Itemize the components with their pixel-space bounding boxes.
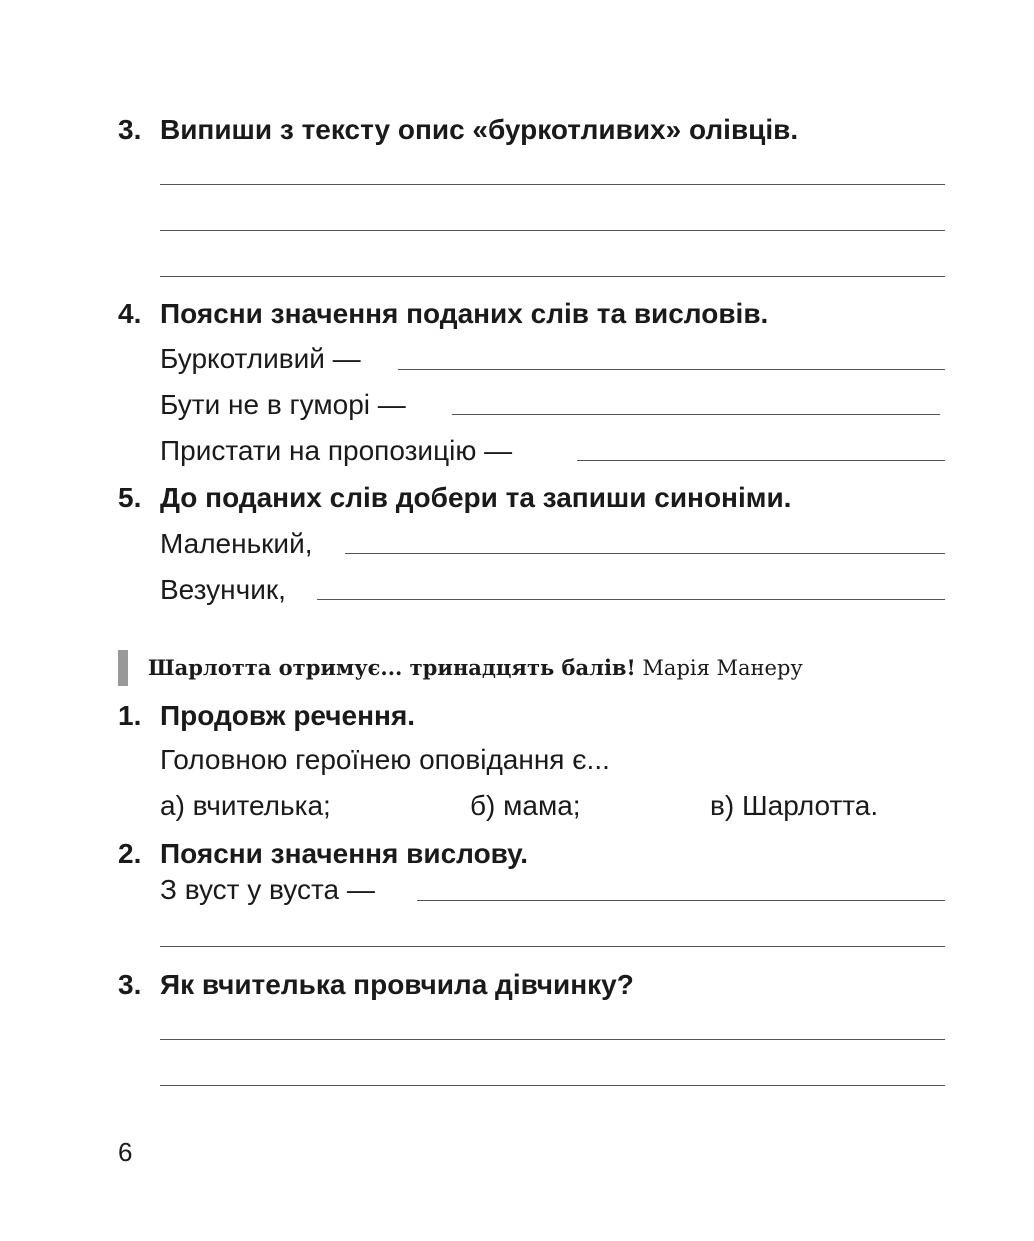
task-heading: Поясни значення вислову. [160,838,529,869]
task-number: 2. [118,838,142,869]
word-label: Бути не в гуморі — [160,389,406,420]
word-label: Буркотливий — [160,343,361,374]
section-marker [118,650,128,686]
answer-line[interactable] [317,599,945,600]
task-heading: Продовж речення. [160,700,416,731]
task-number: 5. [118,482,142,513]
story-header [148,654,803,682]
task-number: 3. [118,114,142,145]
page-number: 6 [118,1137,133,1167]
word-label: З вуст у вуста — [160,874,375,905]
answer-line[interactable] [452,414,940,415]
prompt-text: Головною героїнею оповідання є... [160,744,610,775]
task-heading: Як вчителька провчила дівчинку? [160,969,634,1000]
word-label: Везунчик, [160,574,286,605]
answer-line[interactable] [577,460,945,461]
task-heading: Випиши з тексту опис «буркотливих» олівців. [160,114,799,145]
answer-line[interactable] [345,553,945,554]
option-c[interactable]: в) Шарлотта. [710,790,879,821]
answer-line[interactable] [160,230,945,231]
answer-line[interactable] [160,1085,945,1086]
answer-line[interactable] [160,184,945,185]
word-label: Пристати на пропозицію — [160,435,513,466]
answer-line[interactable] [160,276,945,277]
task-number: 3. [118,969,142,1000]
task-number: 1. [118,700,142,731]
task-number: 4. [118,298,142,329]
word-label: Маленький, [160,528,313,559]
option-a[interactable]: а) вчителька; [160,790,331,821]
answer-line[interactable] [417,900,945,901]
task-heading: Поясни значення поданих слів та висловів. [160,298,769,329]
answer-line[interactable] [160,1039,945,1040]
option-b[interactable]: б) мама; [470,790,581,821]
task-heading: До поданих слів добери та запиши синоніми. [160,482,792,513]
answer-line[interactable] [398,369,945,370]
story-author: Марія Манеру [642,656,803,680]
story-title: Шарлотта отримує... тринадцять балів! [148,655,636,680]
answer-line[interactable] [160,946,945,947]
